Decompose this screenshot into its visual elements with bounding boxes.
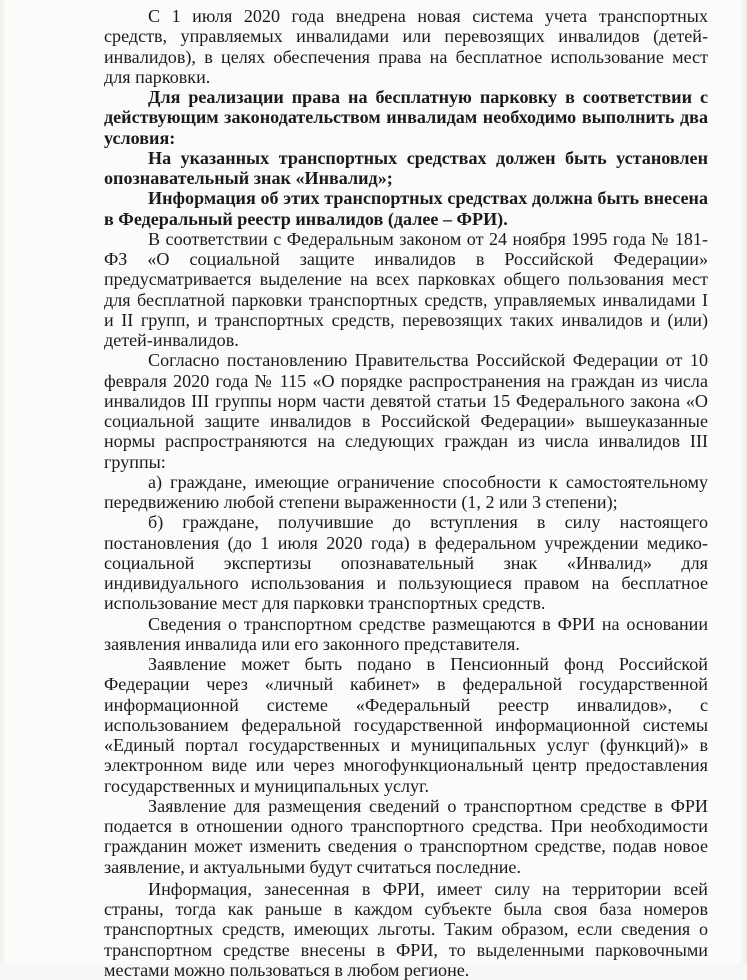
paragraph-federal-law: В соответствии с Федеральным законом от 24 ноября 1995 года № 181-ФЗ «О социальной защите инвалидов в Российской Федерации» предусматривается выделение на всех парковках общего пользования мест для бесплатной парковки транспортных средств, управляемых инвалидами I и II групп, и транспортных средств, перевозящих таких инвалидов и (или) детей-инвалидов. (104, 228, 708, 350)
document-body (104, 6, 708, 980)
paragraph-condition-registry: Информация об этих транспортных средствах должна быть внесена в Федеральный реестр инвалидов (далее – ФРИ). (104, 188, 708, 229)
paragraph-application-channels: Заявление может быть подано в Пенсионный фонд Российской Федерации через «личный кабинет» в федеральной государственной информационной системе «Федеральный реестр инвалидов», с использованием федеральной государственной информационной системы «Единый портал государственных и муниципальных услуг (функций)» в электронном виде или через многофункциональный центр предоставления государственных и муниципальных услуг. (104, 654, 708, 796)
paragraph-intro: С 1 июля 2020 года внедрена новая система учета транспортных средств, управляемых инвалидами или перевозящих инвалидов (детей-инвалидов), в целях обеспечения права на бесплатное использование мест для парковки. (104, 6, 708, 87)
paragraph-conditions-heading: Для реализации права на бесплатную парковку в соответствии с действующим законодательством инвалидам необходимо выполнить два условия: (104, 87, 708, 148)
paragraph-vehicle-info: Сведения о транспортном средстве размещаются в ФРИ на основании заявления инвалида или его законного представителя. (104, 613, 708, 654)
paragraph-item-b: б) граждане, получившие до вступления в силу настоящего постановления (до 1 июля 2020 года) в федеральном учреждении медико-социальной экспертизы опознавательный знак «Инвалид» для индивидуального использования и пользующиеся правом на бесплатное использование мест для парковки транспортных средств. (104, 512, 708, 614)
paragraph-government-decree: Согласно постановлению Правительства Российской Федерации от 10 февраля 2020 года № 115 «О порядке распространения на граждан из числа инвалидов III группы норм части девятой статьи 15 Федерального закона «О социальной защите инвалидов в Российской Федерации» вышеуказанные нормы распространяются на следующих граждан из числа инвалидов III группы: (104, 350, 708, 472)
paragraph-item-a: а) граждане, имеющие ограничение способности к самостоятельному передвижению любой степени выраженности (1, 2 или 3 степени); (104, 471, 708, 512)
paragraph-nationwide: Информация, занесенная в ФРИ, имеет силу на территории всей страны, тогда как раньше в каждом субъекте была своя база номеров транспортных средств, имеющих льготы. Таким образом, если сведения о транспортном средстве внесены в ФРИ, то выделенными парковочными местами можно пользоваться в любом регионе. (104, 878, 708, 980)
paragraph-condition-sign: На указанных транспортных средствах должен быть установлен опознавательный знак «Инвалид»; (104, 147, 708, 188)
paragraph-one-vehicle: Заявление для размещения сведений о транспортном средстве в ФРИ подается в отношении одного транспортного средства. При необходимости гражданин может изменить сведения о транспортном средстве, подав новое заявление, и актуальными будут считаться последние. (104, 795, 708, 877)
